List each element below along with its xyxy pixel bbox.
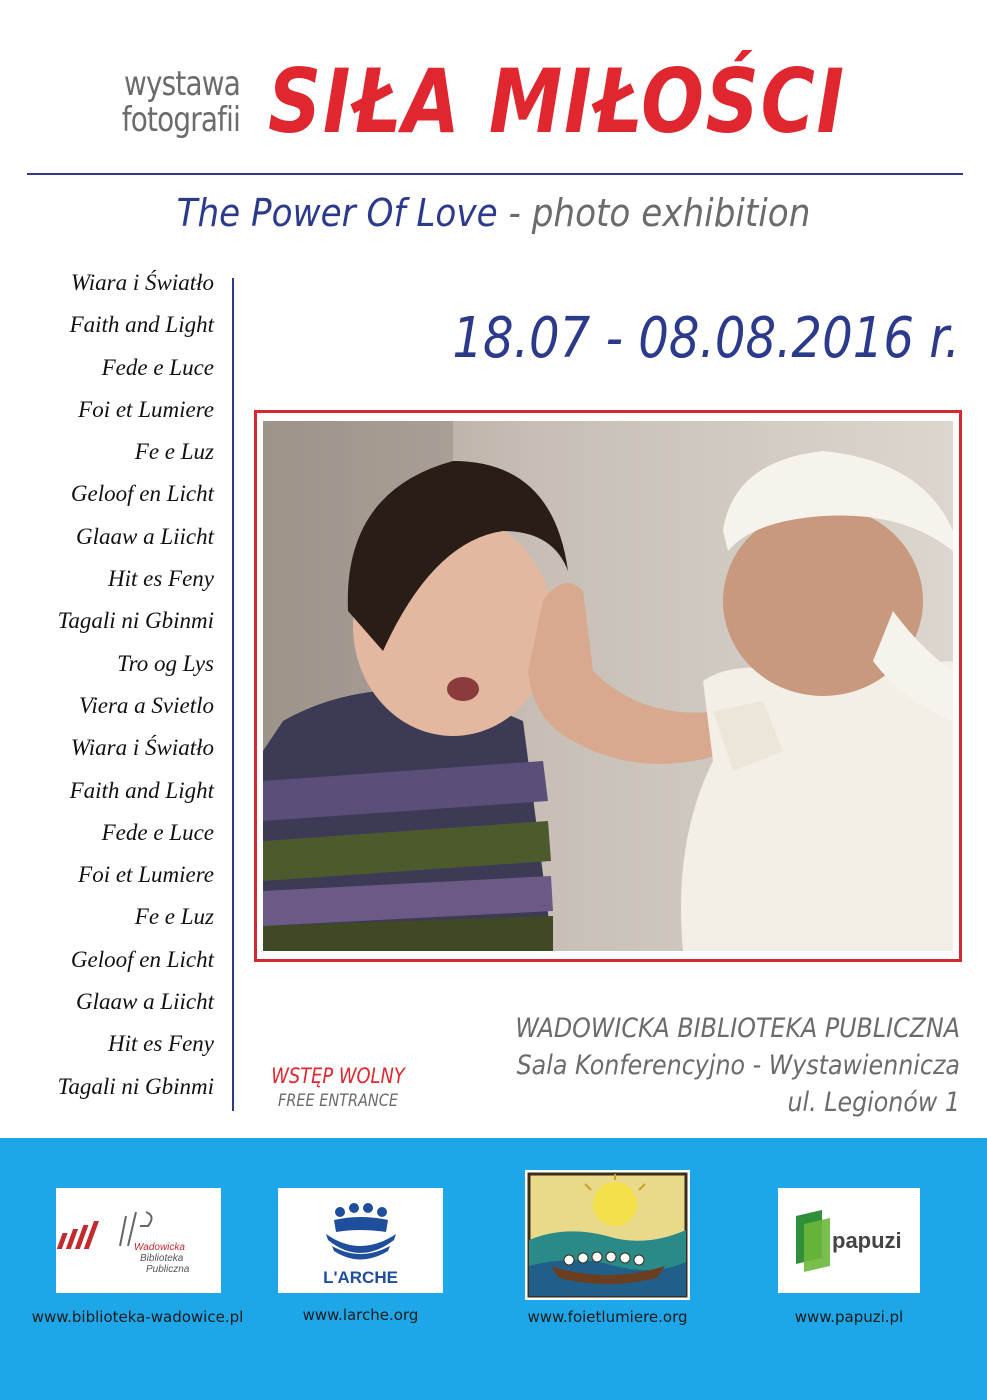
library-logo[interactable] bbox=[56, 1188, 221, 1293]
list-item: Fe e Luz bbox=[134, 904, 214, 930]
list-item: Hit es Feny bbox=[107, 566, 214, 592]
subtitle-english-title: The Power Of Love bbox=[176, 191, 498, 235]
faith-and-light-logo[interactable] bbox=[525, 1170, 690, 1300]
larche-logo-name: L'ARCHE bbox=[323, 1268, 398, 1287]
partner-link-foietlumiere[interactable]: www.foietlumiere.org bbox=[527, 1308, 688, 1326]
exhibition-dates: 18.07 - 08.08.2016 r. bbox=[452, 306, 960, 371]
list-item: Fede e Luce bbox=[101, 354, 214, 380]
exhibition-label bbox=[76, 66, 240, 138]
library-logo-mark-icon bbox=[56, 1188, 221, 1293]
papuzi-logo[interactable] bbox=[778, 1188, 920, 1293]
boat-on-sea-icon bbox=[525, 1170, 690, 1300]
list-item: Geloof en Licht bbox=[70, 481, 214, 507]
partner-link-larche[interactable]: www.larche.org bbox=[302, 1306, 419, 1324]
list-item: Fede e Luce bbox=[101, 819, 214, 845]
list-divider bbox=[232, 278, 234, 1111]
subtitle-suffix: - photo exhibition bbox=[497, 191, 811, 235]
partner-link-library[interactable]: www.biblioteka-wadowice.pl bbox=[31, 1308, 244, 1326]
list-item: Wiara i Światło bbox=[70, 270, 214, 295]
entrance-info bbox=[248, 1062, 428, 1112]
library-logo-line1: Wadowicka bbox=[134, 1242, 185, 1253]
language-list bbox=[18, 268, 214, 1114]
free-entrance-pl: WSTĘP WOLNY bbox=[271, 1064, 405, 1088]
exhibition-photo bbox=[263, 421, 953, 951]
list-item: Faith and Light bbox=[69, 777, 214, 803]
venue-info bbox=[440, 1010, 960, 1121]
papuzi-logo-name: papuzi bbox=[832, 1228, 902, 1253]
list-item: Wiara i Światło bbox=[70, 735, 214, 761]
list-item: Hit es Feny bbox=[107, 1031, 214, 1057]
list-item: Viera a Svietlo bbox=[79, 692, 214, 718]
list-item: Tagali ni Gbinmi bbox=[57, 608, 214, 634]
header-divider bbox=[27, 173, 963, 175]
list-item: Faith and Light bbox=[69, 312, 214, 338]
list-item: Fe e Luz bbox=[134, 439, 214, 465]
list-item: Tagali ni Gbinmi bbox=[57, 1073, 214, 1099]
library-logo-name bbox=[134, 1242, 189, 1275]
venue-room: Sala Konferencyjno - Wystawiennicza bbox=[516, 1050, 960, 1081]
partners-footer bbox=[0, 1138, 987, 1400]
list-item: Geloof en Licht bbox=[70, 946, 214, 972]
venue-name: WADOWICKA BIBLIOTEKA PUBLICZNA bbox=[515, 1013, 960, 1044]
library-logo-line2: Biblioteka bbox=[140, 1253, 184, 1264]
subtitle bbox=[49, 188, 937, 238]
free-entrance-en: FREE ENTRANCE bbox=[278, 1091, 398, 1111]
library-logo-line3: Publiczna bbox=[146, 1264, 190, 1275]
exhibition-label-line2: fotografii bbox=[121, 100, 240, 140]
list-item: Glaaw a Liicht bbox=[75, 523, 214, 549]
partner-link-papuzi[interactable]: www.papuzi.pl bbox=[794, 1308, 904, 1326]
page-title: SIŁA MIŁOŚCI bbox=[268, 50, 846, 153]
larche-logo[interactable] bbox=[278, 1188, 443, 1293]
list-item: Foi et Lumiere bbox=[78, 862, 214, 888]
photo-frame bbox=[254, 410, 962, 962]
venue-address: ul. Legionów 1 bbox=[787, 1087, 960, 1118]
list-item: Foi et Lumiere bbox=[78, 396, 214, 422]
list-item: Glaaw a Liicht bbox=[75, 989, 214, 1015]
exhibition-label-line1: wystawa bbox=[124, 64, 240, 104]
list-item: Tro og Lys bbox=[117, 650, 214, 676]
